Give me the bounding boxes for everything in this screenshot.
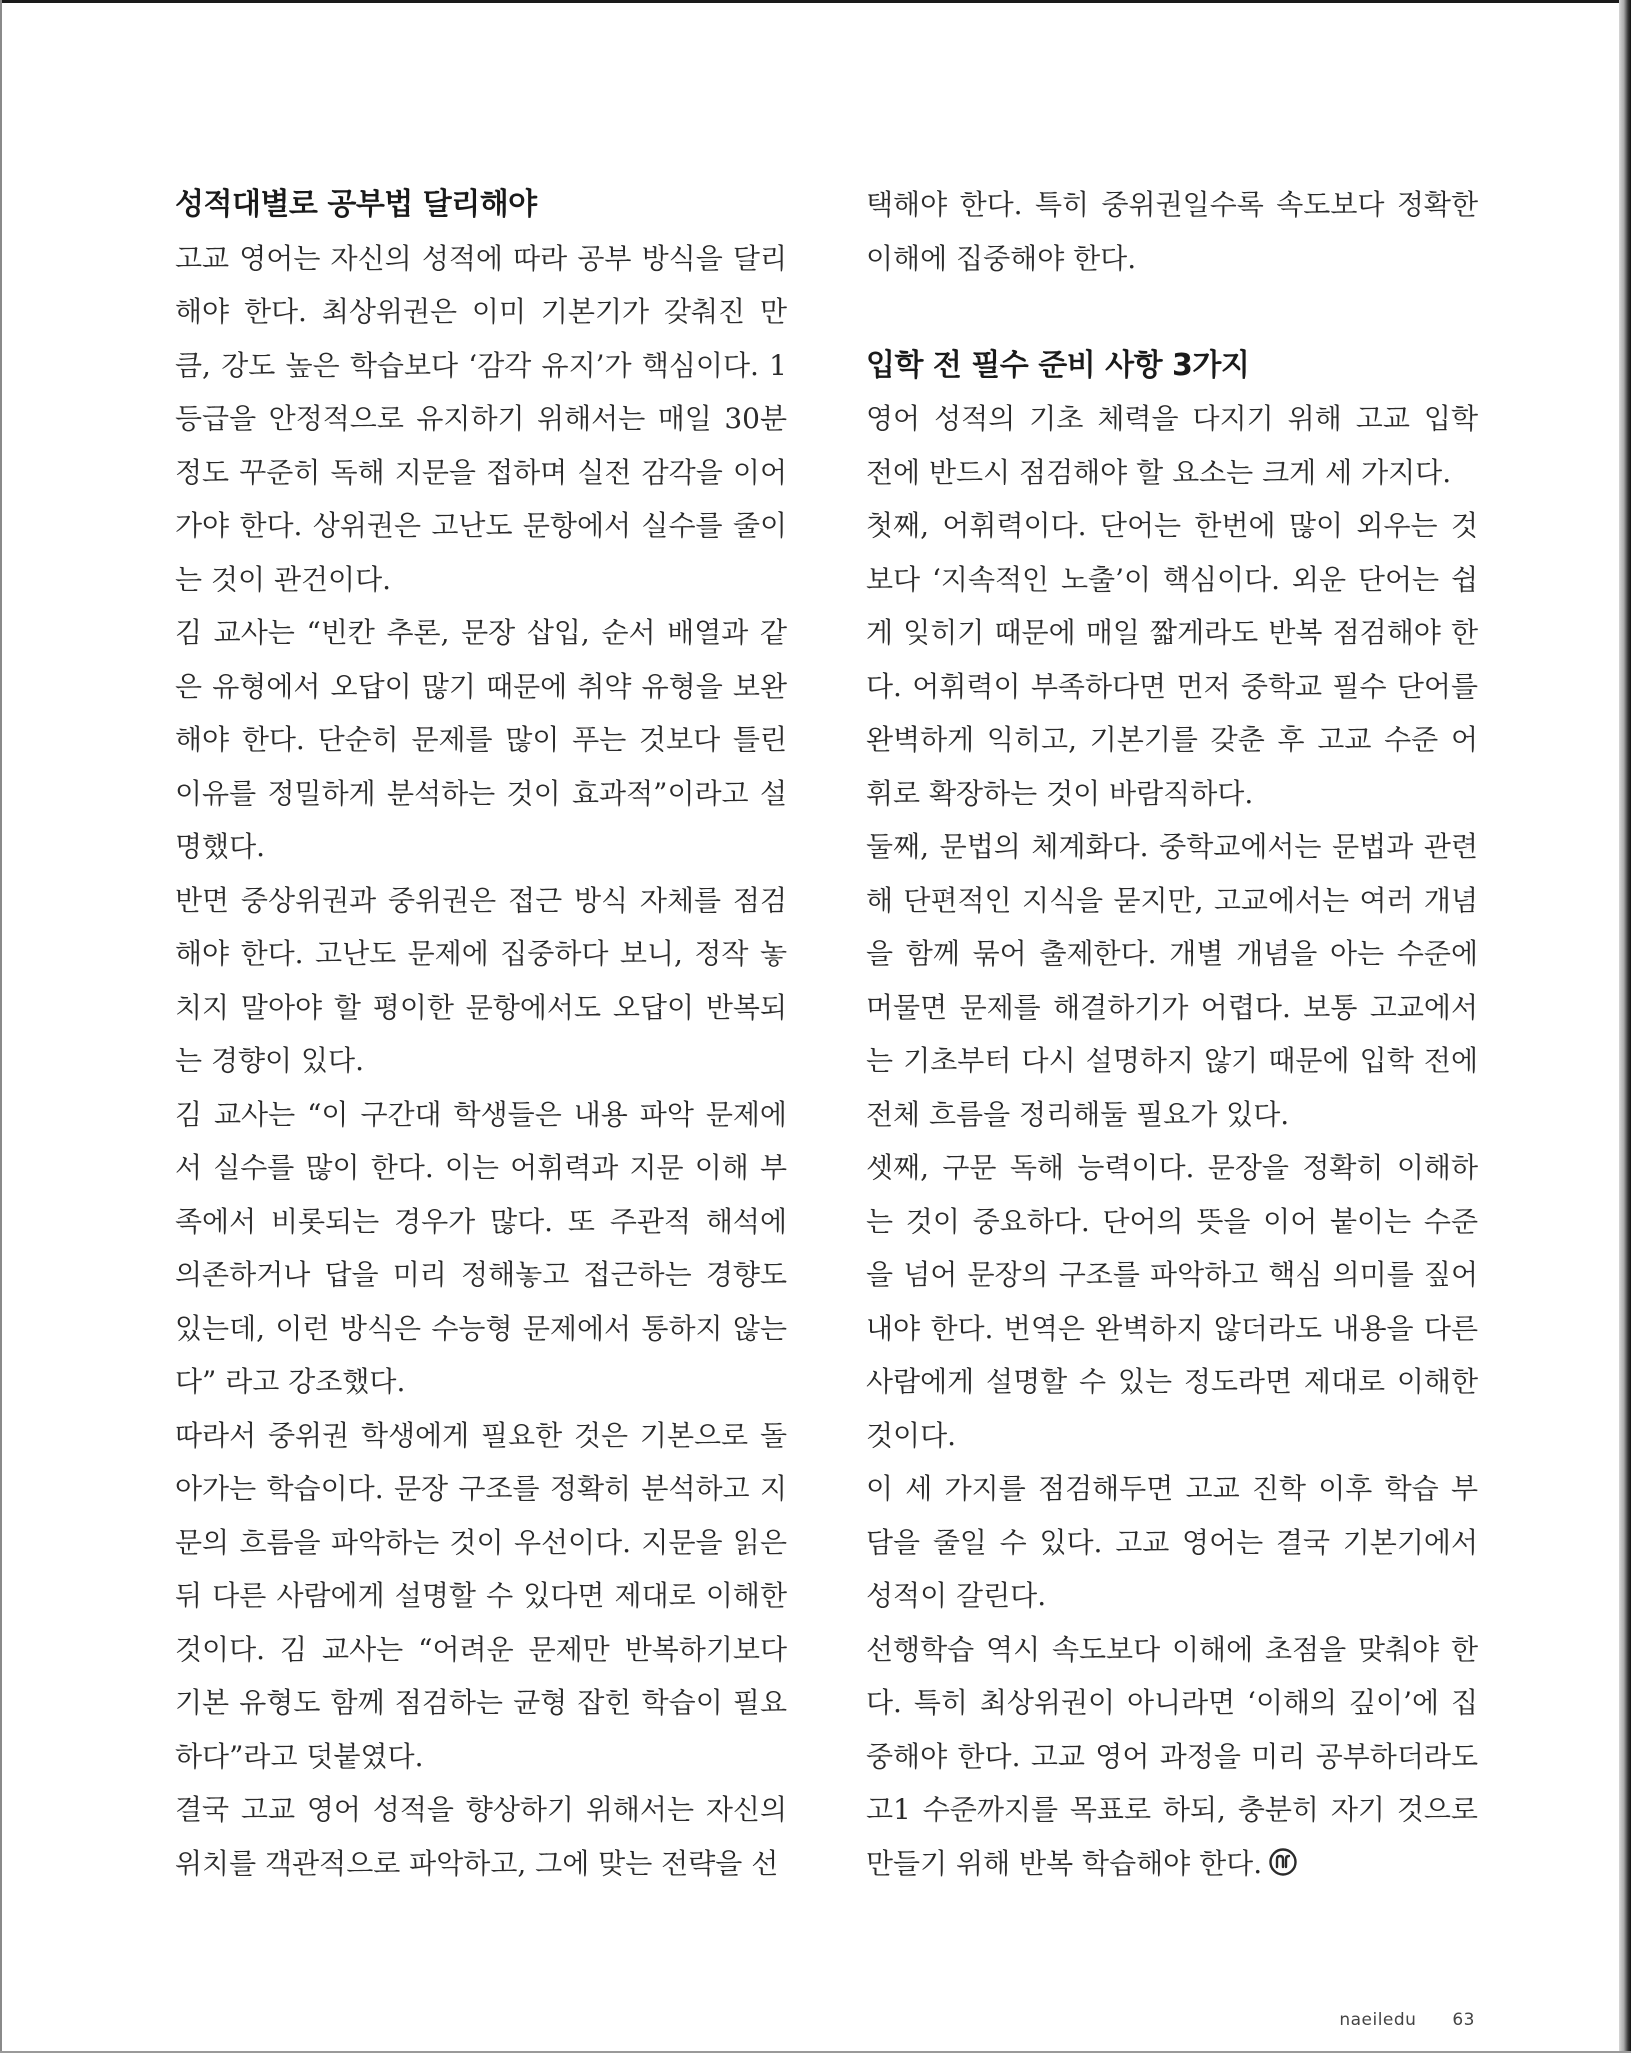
left-column bbox=[175, 178, 787, 1890]
paragraph: 둘째, 문법의 체계화다. 중학교에서는 문법과 관련해 단편적인 지식을 묻지만, 고교에서는 여러 개념을 함께 묶어 출제한다. 개별 개념을 아는 수준에 머물면 문제를 해결하기가 어렵다. 보통 고교에서는 기초부터 다시 설명하지 않기 때문에 입학 전에 전체 흐름을 정리해둘 필요가 있다. bbox=[866, 830, 1478, 1131]
paragraph: 첫째, 어휘력이다. 단어는 한번에 많이 외우는 것보다 ‘지속적인 노출’이 핵심이다. 외운 단어는 쉽게 잊히기 때문에 매일 짧게라도 반복 점검해야 한다. 어휘력이 부족하다면 먼저 중학교 필수 단어를 완벽하게 익히고, 기본기를 갖춘 후 고교 수준 어휘로 확장하는 것이 바람직하다. bbox=[866, 509, 1478, 810]
paragraph: 고교 영어는 자신의 성적에 따라 공부 방식을 달리 해야 한다. 최상위권은 이미 기본기가 갖춰진 만큼, 강도 높은 학습보다 ‘감각 유지’가 핵심이다. 1등급을 안정적으로 유지하기 위해서는 매일 30분 정도 꾸준히 독해 지문을 접하며 실전 감각을 이어가야 한다. 상위권은 고난도 문항에서 실수를 줄이는 것이 관건이다. bbox=[175, 241, 787, 596]
page-number: 63 bbox=[1452, 2010, 1475, 2030]
paragraph-continuation: 택해야 한다. 특히 중위권일수록 속도보다 정확한 이해에 집중해야 한다. bbox=[866, 188, 1478, 275]
paragraph: 결국 고교 영어 성적을 향상하기 위해서는 자신의 위치를 객관적으로 파악하고, 그에 맞는 전략을 선 bbox=[175, 1793, 787, 1880]
section-heading-study-by-grade: 성적대별로 공부법 달리해야 bbox=[175, 187, 537, 222]
final-paragraph-text: 선행학습 역시 속도보다 이해에 초점을 맞춰야 한다. 특히 최상위권이 아니라면 ‘이해의 깊이’에 집중해야 한다. 고교 영어 과정을 미리 공부하더라도 고1 수준까지를 목표로 하되, 충분히 자기 것으로 만들기 위해 반복 학습해야 한다. bbox=[866, 1632, 1478, 1880]
paragraph: 셋째, 구문 독해 능력이다. 문장을 정확히 이해하는 것이 중요하다. 단어의 뜻을 이어 붙이는 수준을 넘어 문장의 구조를 파악하고 핵심 의미를 짚어 내야 한다. 번역은 완벽하지 않더라도 내용을 다른 사람에게 설명할 수 있는 정도라면 제대로 이해한 것이다. bbox=[866, 1151, 1478, 1452]
section-heading-preparation: 입학 전 필수 준비 사항 3가지 bbox=[866, 347, 1250, 383]
footer-brand: naeiledu bbox=[1339, 2010, 1417, 2030]
page-edge-right bbox=[1619, 0, 1631, 2053]
paragraph: 이 세 가지를 점검해두면 고교 진학 이후 학습 부담을 줄일 수 있다. 고교 영어는 결국 기본기에서 성적이 갈린다. bbox=[866, 1472, 1478, 1612]
paragraph: 영어 성적의 기초 체력을 다지기 위해 고교 입학 전에 반드시 점검해야 할 요소는 크게 세 가지다. bbox=[866, 402, 1478, 489]
paragraph-final bbox=[866, 1623, 1478, 1891]
page-edge-left bbox=[0, 0, 2, 2053]
naeil-end-mark-icon bbox=[1268, 1847, 1298, 1877]
paragraph: 김 교사는 “빈칸 추론, 문장 삽입, 순서 배열과 같은 유형에서 오답이 많기 때문에 취약 유형을 보완해야 한다. 단순히 문제를 많이 푸는 것보다 틀린 이유를 정밀하게 분석하는 것이 효과적”이라고 설명했다. bbox=[175, 616, 787, 863]
page-footer bbox=[1339, 2010, 1475, 2030]
paragraph: 김 교사는 “이 구간대 학생들은 내용 파악 문제에서 실수를 많이 한다. 이는 어휘력과 지문 이해 부족에서 비롯되는 경우가 많다. 또 주관적 해석에 의존하거나 답을 미리 정해놓고 접근하는 경향도 있는데, 이런 방식은 수능형 문제에서 통하지 않는다” 라고 강조했다. bbox=[175, 1097, 787, 1398]
section-spacer bbox=[866, 285, 1478, 339]
right-column bbox=[866, 178, 1478, 1890]
paragraph: 따라서 중위권 학생에게 필요한 것은 기본으로 돌아가는 학습이다. 문장 구조를 정확히 분석하고 지문의 흐름을 파악하는 것이 우선이다. 지문을 읽은 뒤 다른 사람에게 설명할 수 있다면 제대로 이해한 것이다. 김 교사는 “어려운 문제만 반복하기보다 기본 유형도 함께 점검하는 균형 잡힌 학습이 필요하다”라고 덧붙였다. bbox=[175, 1418, 787, 1773]
paragraph: 반면 중상위권과 중위권은 접근 방식 자체를 점검해야 한다. 고난도 문제에 집중하다 보니, 정작 놓치지 말아야 할 평이한 문항에서도 오답이 반복되는 경향이 있다. bbox=[175, 883, 787, 1077]
page-edge-top bbox=[0, 0, 1631, 3]
